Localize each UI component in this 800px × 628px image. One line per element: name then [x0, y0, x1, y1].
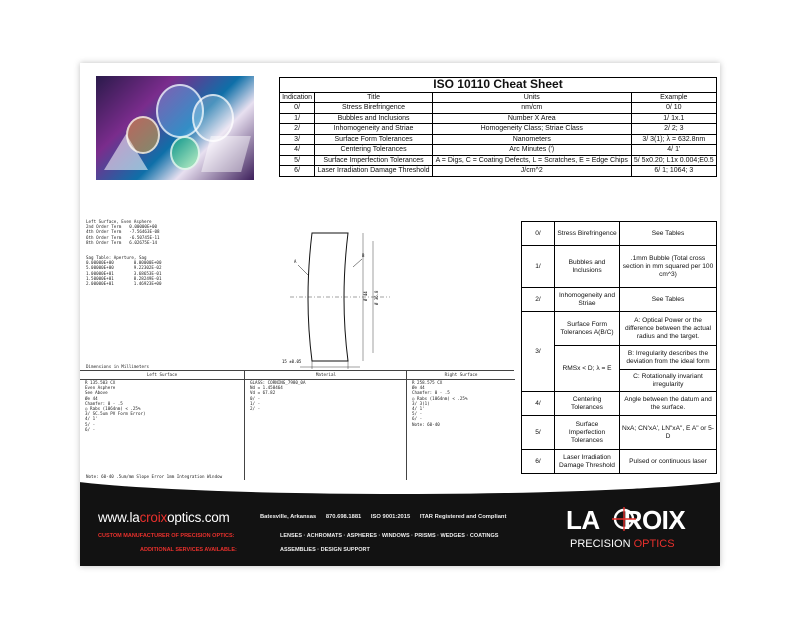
- list-item: Nd = 1.458464: [250, 385, 283, 391]
- cell: Surface Form Tolerances A(B/C): [555, 312, 620, 346]
- cell: Stress Birefringence: [555, 222, 620, 246]
- cell: 1.46923E+00: [133, 281, 162, 287]
- cell: 1/: [522, 246, 555, 288]
- table-row: [280, 103, 717, 114]
- list-item: See Above: [85, 390, 108, 396]
- cell: 4/: [280, 145, 315, 156]
- cell: 1/: [280, 113, 315, 124]
- cell: Stress Birefringence: [315, 103, 433, 114]
- cell: A = Digs, C = Coating Defects, L = Scratches, E = Edge Chips: [432, 155, 631, 166]
- table-row: [522, 392, 717, 416]
- list-item: Øe 44: [412, 385, 425, 391]
- table-row: [280, 155, 717, 166]
- table-row: [522, 246, 717, 288]
- cell: B: Irregularity describes the deviation from the ideal form: [620, 346, 717, 370]
- header-indication: Indication: [280, 92, 315, 103]
- lens-cross-section-drawing: [270, 221, 410, 371]
- cell: 6/: [280, 166, 315, 177]
- table-row: [522, 312, 717, 346]
- cell: 5/ 5x0.20; L1x 0.004;E0.5: [631, 155, 716, 166]
- cell: 6/: [522, 450, 555, 474]
- cell: Laser Irradiation Damage Threshold: [555, 450, 620, 474]
- table-row: [280, 124, 717, 135]
- cell: Pulsed or continuous laser: [620, 450, 717, 474]
- term-value: 6.02675E-14: [129, 239, 158, 245]
- cell: Laser Irradiation Damage Threshold: [315, 166, 433, 177]
- cell: Arc Minutes ('): [432, 145, 631, 156]
- list-item: 3/ 3(1): [412, 400, 430, 406]
- list-item: [86, 281, 181, 286]
- list-item: ◎ Rabs (1064nm) < .25%: [412, 395, 468, 401]
- iso-cheat-sheet-table: [279, 77, 717, 177]
- cell: Centering Tolerances: [315, 145, 433, 156]
- list-item: 4/ 1': [412, 406, 425, 412]
- material-header: Material: [245, 371, 407, 380]
- cell: NxA; CN'xA', LN"xA", E A" or 5-D: [620, 416, 717, 450]
- website-link[interactable]: www.lacroixoptics.com: [98, 510, 230, 525]
- material-column: [244, 371, 407, 483]
- right-surface-column: [406, 371, 515, 483]
- list-item: 0/ -: [250, 395, 261, 401]
- cell: Angle between the datum and the surface.: [620, 392, 717, 416]
- datum-b-label: B: [362, 253, 365, 258]
- header-units: Units: [432, 92, 631, 103]
- cell: A: Optical Power or the difference between the actual radius and the target.: [620, 312, 717, 346]
- datum-a-label: A: [294, 259, 297, 264]
- list-item: 2/ -: [250, 406, 261, 412]
- asphere-coefficients: [86, 219, 168, 245]
- cell: Inhomogeneity and Striae: [315, 124, 433, 135]
- cell: Bubbles and Inclusions: [315, 113, 433, 124]
- list-item: R 258.575 CX: [412, 380, 443, 385]
- sag-table: [86, 255, 181, 286]
- iso-cert-text: ISO 9001:2015: [370, 514, 411, 520]
- left-surface-column: [80, 371, 244, 483]
- sag-title: Sag Table: Aperture, Sag: [86, 255, 147, 260]
- footer-swoosh: [80, 480, 720, 494]
- term-label: 6th Order Term: [86, 234, 122, 240]
- phone-text: 870.698.1881: [325, 514, 362, 520]
- crosshair-logo-icon: [611, 506, 637, 532]
- cell: J/cm^2: [432, 166, 631, 177]
- diameter-label: Ø 44: [363, 291, 368, 301]
- cell: See Tables: [620, 288, 717, 312]
- table-row: [522, 222, 717, 246]
- itar-text: ITAR Registered and Compliant: [419, 514, 507, 520]
- cheat-sheet-page: [80, 63, 720, 566]
- list-item: 6/ -: [412, 416, 423, 422]
- header-title: Title: [315, 92, 433, 103]
- cell: 1.00000E+01: [86, 270, 114, 276]
- cell: Surface Imperfection Tolerances: [555, 416, 620, 450]
- cell: Inhomogeneity and Striae: [555, 288, 620, 312]
- term-value: -7.56463E-08: [129, 229, 160, 235]
- logo-tagline: PRECISION OPTICS: [570, 538, 675, 550]
- table-row: [522, 416, 717, 450]
- list-item: Note: 60-40: [412, 421, 440, 427]
- cell: Bubbles and Inclusions: [555, 246, 620, 288]
- list-item: Chamfer: 0 - .5: [412, 390, 450, 396]
- iso-table-title: ISO 10110 Cheat Sheet: [280, 78, 717, 93]
- cell: 2.00000E+01: [86, 281, 114, 287]
- term-value: 0.00000E+00: [129, 224, 158, 230]
- term-label: 4th Order Term: [86, 229, 122, 235]
- list-item: Chamfer: 0 - .5: [85, 400, 123, 406]
- cell: See Tables: [620, 222, 717, 246]
- services-list: ASSEMBLIES · DESIGN SUPPORT: [280, 547, 370, 553]
- surface-spec-table: [80, 370, 514, 483]
- list-item: 6/ -: [85, 426, 96, 432]
- list-item: 3/ SC.5um PV Form Error): [85, 411, 146, 417]
- cell: 2/: [280, 124, 315, 135]
- cell: Centering Tolerances: [555, 392, 620, 416]
- list-item: ◎ Rabs (1064nm) < .25%: [85, 406, 141, 412]
- clear-aperture-label: Ø 36.8: [374, 290, 379, 305]
- tolerance-reference-table: [521, 221, 717, 474]
- services-label: ADDITIONAL SERVICES AVAILABLE:: [140, 547, 237, 553]
- list-item: Vd = 67.82: [250, 390, 276, 396]
- cell: Number X Area: [432, 113, 631, 124]
- cell: Surface Imperfection Tolerances: [315, 155, 433, 166]
- cell: 4/ 1': [631, 145, 716, 156]
- list-item: 5/ -: [85, 421, 96, 427]
- table-row: [280, 134, 717, 145]
- list-item: R 135.503 CX: [85, 380, 116, 385]
- cell: RMSx < D; λ = E: [555, 346, 620, 392]
- cell: 3/ 3(1); λ = 632.8nm: [631, 134, 716, 145]
- term-label: 8th Order Term: [86, 239, 122, 245]
- cell: Nanometers: [432, 134, 631, 145]
- cell: 1/ 1x.1: [631, 113, 716, 124]
- table-row: [522, 288, 717, 312]
- lacroix-logo: LA ROIX: [566, 505, 686, 535]
- cell: .1mm Bubble (Total cross section in mm squared per 100 cm^3): [620, 246, 717, 288]
- cell: 4/: [522, 392, 555, 416]
- table-row: [522, 450, 717, 474]
- cell: 9.22302E-02: [133, 265, 162, 271]
- list-item: GLASS: CORNING_7980_0A: [250, 380, 306, 385]
- iso-table-header: [280, 92, 717, 103]
- cell: Homogeneity Class; Striae Class: [432, 124, 631, 135]
- list-item: Even Asphere: [85, 385, 116, 391]
- list-item: Øe 44: [85, 395, 98, 401]
- asphere-title: Left Surface, Even Asphere: [86, 219, 152, 224]
- cell: 0/: [280, 103, 315, 114]
- cell: 5/: [522, 416, 555, 450]
- surface-note: Note: 60-40 .5um/mm Slope Error 1mm Integration Window: [86, 474, 223, 479]
- cell: 0/ 10: [631, 103, 716, 114]
- list-item: [86, 240, 168, 245]
- left-surface-header: Left Surface: [80, 371, 244, 380]
- thickness-label: 15 ±0.05: [282, 359, 302, 364]
- cell: 2/: [522, 288, 555, 312]
- cell: 0.00000E+00: [86, 260, 114, 266]
- table-row: [280, 166, 717, 177]
- cell: 0/: [522, 222, 555, 246]
- header-example: Example: [631, 92, 716, 103]
- cell: 1.50000E+01: [86, 275, 114, 281]
- table-row: [280, 113, 717, 124]
- cell: 6/ 1; 1064; 3: [631, 166, 716, 177]
- dimensions-label: Dimensions in Millimeters: [86, 364, 150, 369]
- cell: 0.00000E+00: [133, 260, 162, 266]
- term-label: 2nd Order Term: [86, 224, 122, 230]
- cell: 3/: [522, 312, 555, 392]
- cell: 5.00000E+00: [86, 265, 114, 271]
- cell: nm/cm: [432, 103, 631, 114]
- cell: 8.28249E-01: [133, 275, 162, 281]
- cell: 3.68653E-01: [133, 270, 162, 276]
- location-text: Batesville, Arkansas: [260, 514, 317, 520]
- cell: 5/: [280, 155, 315, 166]
- company-info: [260, 514, 514, 520]
- cell: 2/ 2; 3: [631, 124, 716, 135]
- table-row: [280, 145, 717, 156]
- list-item: 1/ -: [250, 400, 261, 406]
- footer-banner: [80, 480, 720, 566]
- list-item: 4/ 1': [85, 416, 98, 422]
- cell: C: Rotationally invariant irregularity: [620, 370, 717, 392]
- list-item: 5/ -: [412, 411, 423, 417]
- cell: Surface Form Tolerances: [315, 134, 433, 145]
- cell: 3/: [280, 134, 315, 145]
- products-list: LENSES · ACHROMATS · ASPHERES · WINDOWS · PRISMS · WEDGES · COATINGS: [280, 533, 499, 539]
- optics-product-photo: [96, 76, 254, 180]
- right-surface-header: Right Surface: [407, 371, 515, 380]
- term-value: -6.50745E-11: [129, 234, 160, 240]
- custom-label: CUSTOM MANUFACTURER OF PRECISION OPTICS:: [98, 533, 235, 539]
